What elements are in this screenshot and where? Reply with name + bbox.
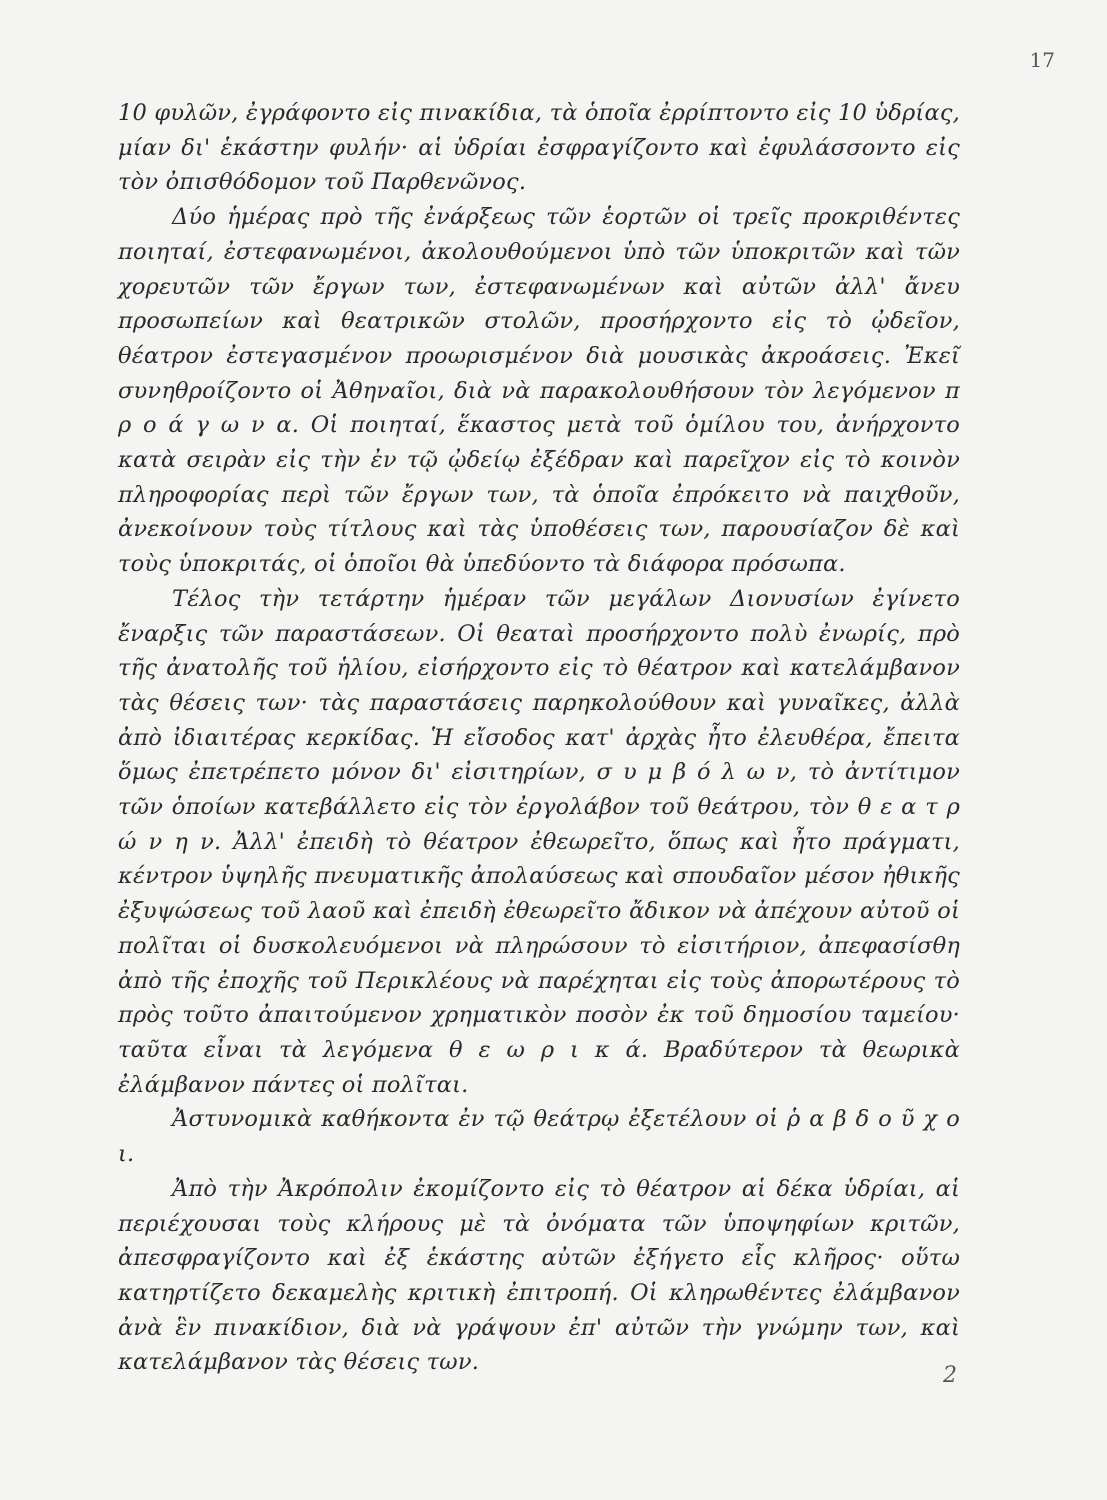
text-body xyxy=(118,96,960,1380)
paragraph-3: Τέλος τὴν τετάρτην ἡμέραν τῶν μεγάλων Διονυσίων ἐγίνετο ἔναρξις τῶν παραστάσεων. Οἱ θεαταὶ προσήρχοντο πολὺ ἐνωρίς, πρὸ τῆς ἀνατολῆς τοῦ ἡλίου, εἰσήρχοντο εἰς τὸ θέατρον καὶ κατελάμβανον τὰς θέσεις των· τὰς παραστάσεις παρηκολούθουν καὶ γυναῖκες, ἀλλὰ ἀπὸ ἰδιαιτέρας κερκίδας. Ἡ εἴσοδος κατ' ἀρχὰς ἦτο ἐλευθέρα, ἔπειτα ὅμως ἐπετρέπετο μόνον δι' εἰσιτηρίων, σ υ μ β ό λ ω ν, τὸ ἀντίτιμον τῶν ὁποίων κατεβάλλετο εἰς τὸν ἐργολάβον τοῦ θεάτρου, τὸν θ ε α τ ρ ώ ν η ν. Ἀλλ' ἐπειδὴ τὸ θέατρον ἐθεωρεῖτο, ὅπως καὶ ἦτο πράγματι, κέντρον ὑψηλῆς πνευματικῆς ἀπολαύσεως καὶ σπουδαῖον μέσον ἠθικῆς ἐξυψώσεως τοῦ λαοῦ καὶ ἐπειδὴ ἐθεωρεῖτο ἄδικον νὰ ἀπέχουν αὐτοῦ οἱ πολῖται οἱ δυσκολευόμενοι νὰ πληρώσουν τὸ εἰσιτήριον, ἀπεφασίσθη ἀπὸ τῆς ἐποχῆς τοῦ Περικλέους νὰ παρέχηται εἰς τοὺς ἀπορωτέρους τὸ πρὸς τοῦτο ἀπαιτούμενον χρηματικὸν ποσὸν ἐκ τοῦ δημοσίου ταμείου· ταῦτα εἶναι τὰ λεγόμενα θ ε ω ρ ι κ ά. Βραδύτερον τὰ θεωρικὰ ἐλάμβανον πάντες οἱ πολῖται. xyxy=(118,585,960,1098)
page-number: 17 xyxy=(1029,48,1055,72)
signature-mark: 2 xyxy=(943,1363,957,1388)
paragraph-5: Ἀπὸ τὴν Ἀκρόπολιν ἐκομίζοντο εἰς τὸ θέατρον αἱ δέκα ὑδρίαι, αἱ περιέχουσαι τοὺς κλήρους μὲ τὰ ὀνόματα τῶν ὑποψηφίων κριτῶν, ἀπεσφραγίζοντο καὶ ἐξ ἑκάστης αὐτῶν ἐξήγετο εἷς κλῆρος· οὕτω κατηρτίζετο δεκαμελὴς κριτικὴ ἐπιτροπή. Οἱ κληρωθέντες ἐλάμβανον ἀνὰ ἓν πινακίδιον, διὰ νὰ γράψουν ἐπ' αὐτῶν τὴν γνώμην των, καὶ κατελάμβανον τὰς θέσεις των. xyxy=(118,1175,960,1376)
paragraph-1: 10 φυλῶν, ἐγράφοντο εἰς πινακίδια, τὰ ὁποῖα ἐρρίπτοντο εἰς 10 ὑδρίας, μίαν δι' ἑκάστην φυλήν· αἱ ὑδρίαι ἐσφραγίζοντο καὶ ἐφυλάσσοντο εἰς τὸν ὀπισθόδομον τοῦ Παρθενῶνος. xyxy=(118,100,960,196)
paragraph-4: Ἀστυνομικὰ καθήκοντα ἐν τῷ θεάτρῳ ἐξετέλουν οἱ ῥ α β δ ο ῦ χ ο ι. xyxy=(118,1106,960,1168)
paragraph-2: Δύο ἡμέρας πρὸ τῆς ἐνάρξεως τῶν ἑορτῶν οἱ τρεῖς προκριθέντες ποιηταί, ἐστεφανωμένοι, ἀκολουθούμενοι ὑπὸ τῶν ὑποκριτῶν καὶ τῶν χορευτῶν τῶν ἔργων των, ἐστεφανωμένων καὶ αὐτῶν ἀλλ' ἄνευ προσωπείων καὶ θεατρικῶν στολῶν, προσήρχοντο εἰς τὸ ᾠδεῖον, θέατρον ἐστεγασμένον προωρισμένον διὰ μουσικὰς ἀκροάσεις. Ἐκεῖ συνηθροίζοντο οἱ Ἀθηναῖοι, διὰ νὰ παρακολουθήσουν τὸν λεγόμενον π ρ ο ά γ ω ν α. Οἱ ποιηταί, ἕκαστος μετὰ τοῦ ὁμίλου του, ἀνήρχοντο κατὰ σειρὰν εἰς τὴν ἐν τῷ ᾠδείῳ ἐξέδραν καὶ παρεῖχον εἰς τὸ κοινὸν πληροφορίας περὶ τῶν ἔργων των, τὰ ὁποῖα ἐπρόκειτο νὰ παιχθοῦν, ἀνεκοίνουν τοὺς τίτλους καὶ τὰς ὑποθέσεις των, παρουσίαζον δὲ καὶ τοὺς ὑποκριτάς, οἱ ὁποῖοι θὰ ὑπεδύοντο τὰ διάφορα πρόσωπα. xyxy=(118,204,960,578)
